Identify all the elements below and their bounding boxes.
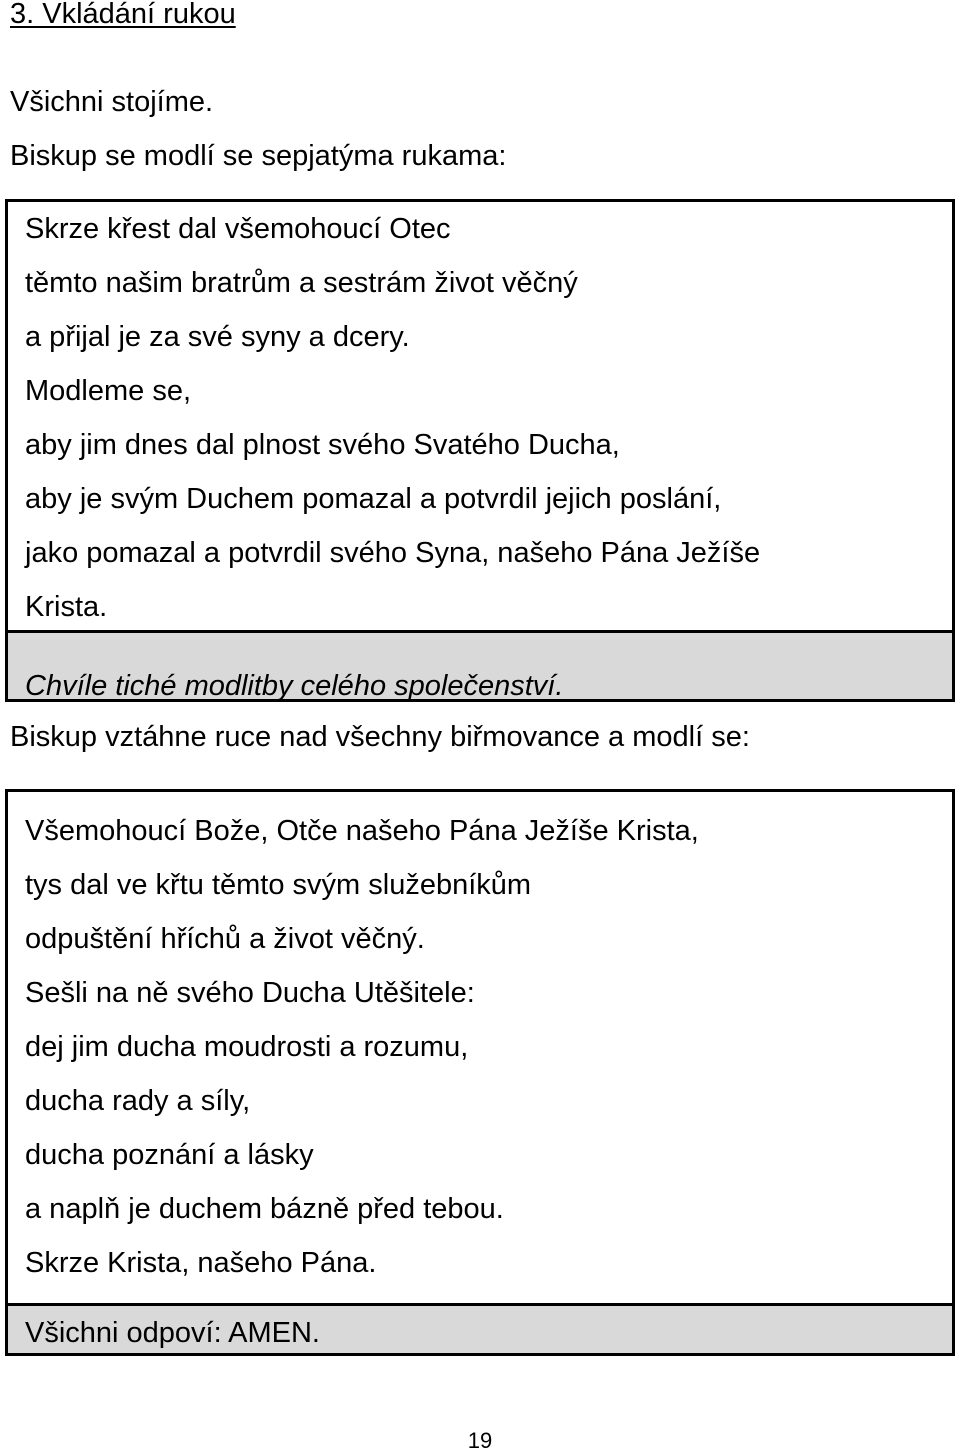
prayer-line: aby je svým Duchem pomazal a potvrdil jejich poslání, [25,483,722,515]
silence-note-band [8,630,952,702]
section-heading: 3. Vkládání rukou [10,0,236,30]
prayer-line: ducha rady a síly, [25,1085,251,1117]
silence-note: Chvíle tiché modlitby celého společenství. [25,670,564,702]
prayer-line: dej jim ducha moudrosti a rozumu, [25,1031,469,1063]
prayer-line: Krista. [25,591,108,623]
rubric-line: Biskup vztáhne ruce nad všechny biřmovance a modlí se: [10,721,750,753]
prayer-line: Všemohoucí Bože, Otče našeho Pána Ježíše Krista, [25,815,699,847]
prayer-line: a naplň je duchem bázně před tebou. [25,1193,504,1225]
prayer-text [25,202,760,634]
prayer-line: Skrze Krista, našeho Pána. [25,1247,377,1279]
prayer-box-2 [5,789,955,1356]
prayer-line: Sešli na ně svého Ducha Utěšitele: [25,977,475,1009]
page-number: 19 [467,1428,493,1453]
prayer-line: Skrze křest dal všemohoucí Otec [25,213,451,245]
prayer-line: odpuštění hříchů a život věčný. [25,923,425,955]
prayer-line: aby jim dnes dal plnost svého Svatého Ducha, [25,429,620,461]
prayer-line: jako pomazal a potvrdil svého Syna, našeho Pána Ježíše [25,537,761,569]
prayer-line: a přijal je za své syny a dcery. [25,321,410,353]
prayer-line: ducha poznání a lásky [25,1139,314,1171]
rubric-line: Biskup se modlí se sepjatýma rukama: [10,140,507,172]
prayer-line: Modleme se, [25,375,192,407]
prayer-text [25,804,699,1290]
prayer-box-1 [5,199,955,702]
rubric-line: Všichni stojíme. [10,86,214,118]
response-band [8,1303,952,1353]
prayer-line: tys dal ve křtu těmto svým služebníkům [25,869,532,901]
prayer-line: těmto našim bratrům a sestrám život věčný [25,267,578,299]
response-text: Všichni odpoví: AMEN. [25,1317,320,1349]
